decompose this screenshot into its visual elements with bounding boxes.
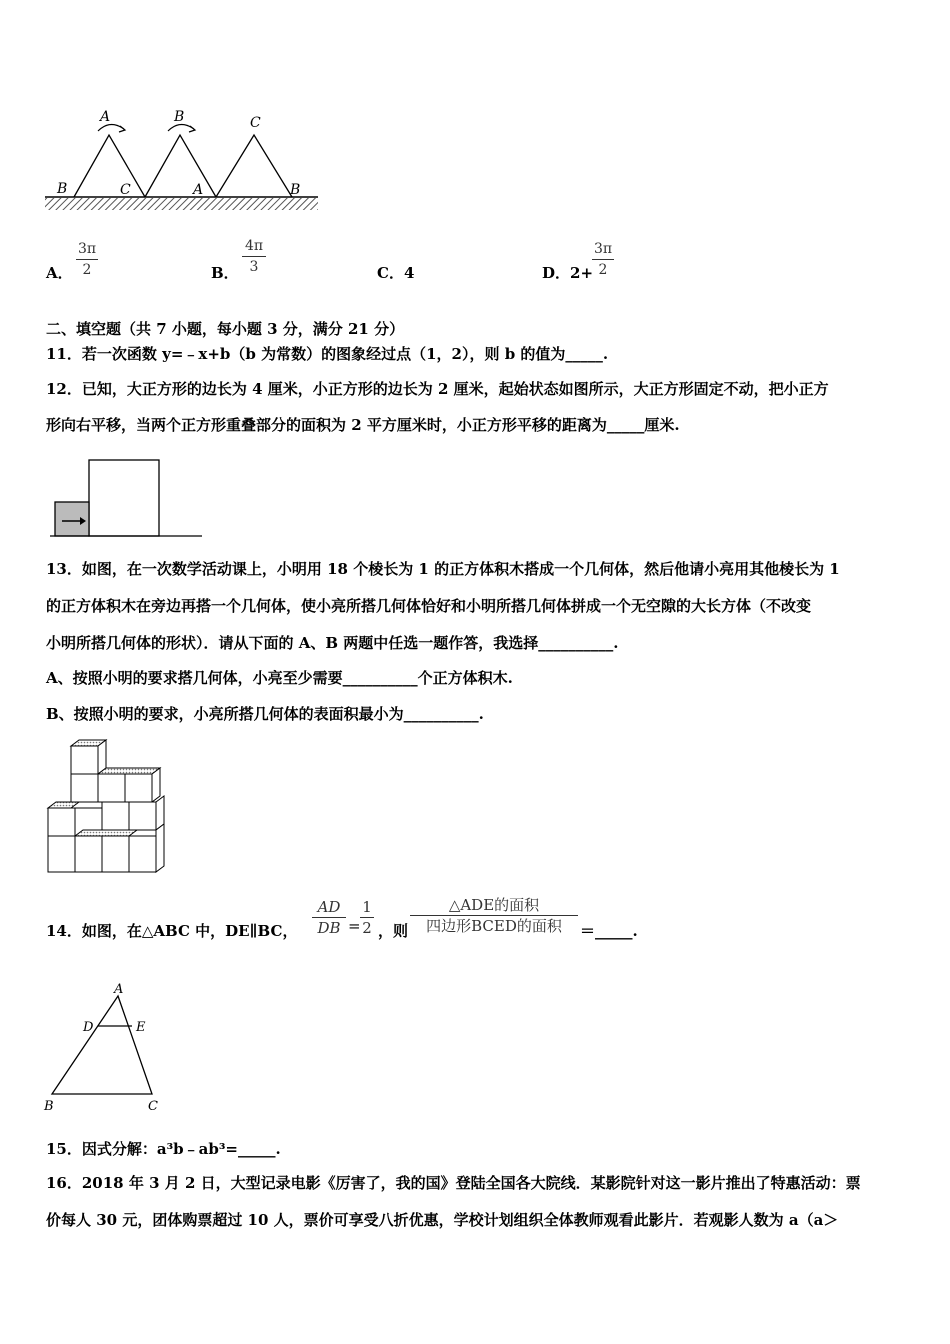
question-13-option-a: A、按照小明的要求搭几何体，小亮至少需要__________个正方体积木. — [46, 669, 513, 687]
option-c[interactable] — [377, 262, 414, 283]
option-b-fraction: 4π 3 — [242, 237, 266, 276]
question-16-line2: 价每人 30 元，团体购票超过 10 人，票价可享受八折优惠，学校计划组织全体教师观看此影片．若观影人数为 a（a＞ — [46, 1211, 839, 1229]
option-c-text: 4 — [403, 264, 415, 282]
option-b[interactable] — [211, 262, 239, 283]
tri-label-b: B — [44, 1099, 54, 1114]
label-b2: B — [174, 109, 185, 125]
question-13-line3: 小明所搭几何体的形状）．请从下面的 A、B 两题中任选一题作答，我选择__________. — [46, 634, 619, 652]
option-c-letter: C． — [377, 264, 404, 282]
question-16-line1: 16．2018 年 3 月 2 日，大型记录电影《厉害了，我的国》登陆全国各大院线．某影院针对这一影片推出了特惠活动：票 — [46, 1174, 861, 1192]
label-c1: C — [120, 182, 131, 198]
label-a1: A — [100, 109, 111, 125]
rolling-triangle-figure — [40, 105, 325, 215]
question-12-line2: 形向右平移，当两个正方形重叠部分的面积为 2 平方厘米时，小正方形平移的距离为_____厘米. — [46, 416, 680, 434]
option-d-letter: D． — [542, 264, 571, 282]
q14-equals: = — [348, 917, 361, 935]
question-14-prefix: 14．如图，在△ABC 中，DE∥BC， — [46, 922, 298, 940]
label-b1: B — [57, 181, 68, 197]
tri-label-e: E — [136, 1020, 146, 1035]
label-a2: A — [193, 182, 204, 198]
question-15: 15．因式分解：a³b﹣ab³=_____. — [46, 1140, 281, 1158]
tri-label-d: D — [83, 1020, 94, 1035]
question-13-line1: 13．如图，在一次数学活动课上，小明用 18 个棱长为 1 的正方体积木搭成一个几何体，然后他请小亮用其他棱长为 1 — [46, 560, 840, 578]
squares-figure — [44, 455, 204, 541]
option-d[interactable] — [542, 262, 593, 283]
question-12-line1: 12．已知，大正方形的边长为 4 厘米，小正方形的边长为 2 厘米，起始状态如图所示，大正方形固定不动，把小正方 — [46, 380, 829, 398]
cube-stack-figure — [44, 738, 170, 880]
question-13-line2: 的正方体积木在旁边再搭一个几何体，使小亮所搭几何体恰好和小明所搭几何体拼成一个无空隙的大长方体（不改变 — [46, 597, 812, 615]
option-a-letter: A． — [46, 264, 73, 282]
tri-label-a: A — [114, 982, 124, 997]
tri-label-c: C — [148, 1099, 158, 1114]
option-d-fraction: 3π 2 — [593, 241, 613, 278]
q14-suffix: ＝_____. — [580, 922, 638, 940]
option-d-prefix: 2+ — [570, 264, 594, 282]
q14-fraction-one-half: 1 2 — [360, 898, 374, 937]
label-b3: B — [290, 182, 301, 198]
option-a[interactable] — [46, 262, 73, 283]
option-b-letter: B． — [211, 264, 239, 282]
section-title: 二、填空题（共 7 小题，每小题 3 分，满分 21 分） — [46, 320, 405, 338]
question-13-option-b: B、按照小明的要求，小亮所搭几何体的表面积最小为__________. — [46, 705, 484, 723]
option-a-fraction: 3π 2 — [77, 241, 97, 278]
label-c2: C — [250, 115, 261, 131]
q14-fraction-area-ratio: △ADE的面积 四边形BCED的面积 — [410, 896, 578, 935]
q14-mid: ，则 — [378, 922, 409, 940]
q14-fraction-ad-db: AD DB — [312, 898, 346, 937]
triangle-figure — [40, 982, 170, 1116]
question-11: 11．若一次函数 y=﹣x+b（b 为常数）的图象经过点（1，2），则 b 的值为_____. — [46, 345, 609, 363]
